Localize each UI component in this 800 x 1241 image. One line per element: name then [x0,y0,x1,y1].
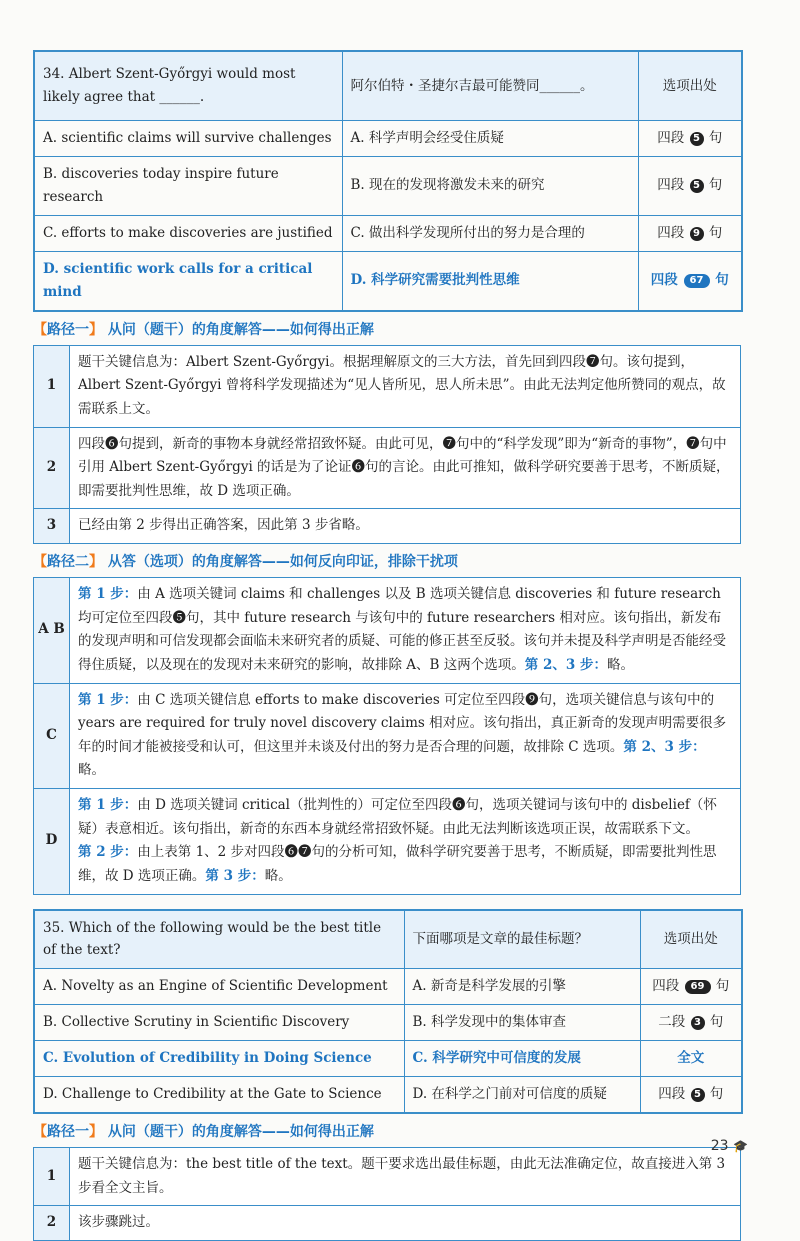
circled-number-icon: 9 [690,227,704,241]
step-row [34,1148,741,1206]
page-number: 23 🎓 [710,1138,748,1154]
step-text: 已经由第 2 步得出正确答案，因此第 3 步省略。 [70,509,741,544]
q35-option-d [34,1077,742,1113]
option-analysis-row [34,683,741,789]
q34-question-cn: 阿尔伯特・圣捷尔吉最可能赞同______。 [342,51,638,121]
step-text: 题干关键信息为：the best title of the text。题干要求选出最佳标题，由此无法准确定位，故直接进入第 3 步看全文主旨。 [70,1148,741,1206]
option-en: D. Challenge to Credibility at the Gate to Science [34,1077,404,1113]
step-number: 1 [34,345,70,427]
q34-option-a [34,121,742,157]
option-source: 四段 5 句 [640,1077,742,1113]
option-letters: C [34,683,70,789]
option-source: 四段 67 句 [638,251,742,310]
option-cn: A. 新奇是科学发展的引擎 [404,969,640,1005]
q34-option-c [34,215,742,251]
q34-option-d-correct [34,251,742,310]
step-row [34,509,741,544]
step-number: 2 [34,427,70,509]
q35-path1-heading: 【路径一】 从问（题干）的角度解答——如何得出正解 [33,1124,374,1141]
option-source: 二段 3 句 [640,1005,742,1041]
q34-option-b [34,156,742,215]
option-en: C. efforts to make discoveries are justified [34,215,342,251]
q35-path1-table [33,1147,741,1241]
option-letters: A B [34,578,70,684]
q34-path2-heading: 【路径二】 从答（选项）的角度解答——如何反向印证，排除干扰项 [33,554,458,570]
option-analysis-row [34,789,741,895]
option-cn: D. 科学研究需要批判性思维 [342,251,638,310]
step-text: 题干关键信息为：Albert Szent-Győrgyi。根据理解原文的三大方法，首先回到四段❼句。该句提到，Albert Szent-Győrgyi 曾将科学发现描述为“见人皆所见，思人所未思”。由此无法判定他所赞同的观点，故需联系上文。 [70,345,741,427]
q35-option-c-correct [34,1041,742,1077]
q34-source-header: 选项出处 [638,51,742,121]
circled-number-icon: 3 [691,1016,705,1030]
option-cn: C. 科学研究中可信度的发展 [404,1041,640,1077]
circled-number-icon: 5 [690,179,704,193]
option-en: B. discoveries today inspire future research [34,156,342,215]
option-cn: B. 科学发现中的集体审查 [404,1005,640,1041]
step-row [34,345,741,427]
option-analysis-row [34,578,741,684]
step-row [34,427,741,509]
step-number: 2 [34,1206,70,1241]
q34-path2-table [33,577,741,895]
graduation-cap-icon: 🎓 [733,1139,748,1153]
step-number: 1 [34,1148,70,1206]
q35-source-header: 选项出处 [640,910,742,969]
circled-number-icon: 5 [691,1088,705,1102]
option-en: A. scientific claims will survive challenges [34,121,342,157]
q35-table [33,909,743,1115]
option-en: D. scientific work calls for a critical mind [34,251,342,310]
q34-path1-table [33,345,741,544]
q35-question-en: 35. Which of the following would be the best title of the text? [34,910,404,969]
option-en: B. Collective Scrutiny in Scientific Discovery [34,1005,404,1041]
option-source: 四段 9 句 [638,215,742,251]
circled-number-icon: 67 [684,274,710,288]
page [33,50,741,1241]
option-cn: B. 现在的发现将激发未来的研究 [342,156,638,215]
option-cn: A. 科学声明会经受住质疑 [342,121,638,157]
step-number: 3 [34,509,70,544]
analysis-text: 第 1 步：由 C 选项关键信息 efforts to make discoveries 可定位至四段❾句，选项关键信息与该句中的 years are required for truly novel discovery claims 相对应。该句指出，真正新奇的发现声明需要很多年的时间才能被接受和认可，但这里并未谈及付出的努力是否合理的问题，故排除 C 选项。第 2、3 步：略。 [70,683,741,789]
option-source: 四段 5 句 [638,121,742,157]
option-cn: D. 在科学之门前对可信度的质疑 [404,1077,640,1113]
q34-header-row [34,51,742,121]
q35-header-row [34,910,742,969]
q34-table [33,50,743,312]
step-row [34,1206,741,1241]
q34-question-en: 34. Albert Szent-Győrgyi would most likely agree that ______. [34,51,342,121]
circled-number-icon: 5 [690,132,704,146]
q35-option-b [34,1005,742,1041]
step-text: 该步骤跳过。 [70,1206,741,1241]
q34-path1-heading: 【路径一】 从问（题干）的角度解答——如何得出正解 [33,321,374,338]
analysis-text: 第 1 步：由 D 选项关键词 critical（批判性的）可定位至四段❻句，选项关键词与该句中的 disbelief（怀疑）表意相近。该句指出，新奇的东西本身就经常招致怀疑。由此无法判断该选项正误，故需联系下文。 第 2 步：由上表第 1、2 步对四段❻❼句的分析可知，做科学研究要善于思考，不断质疑，即需要批判性思维，故 D 选项正确。第 3 步：略。 [70,789,741,895]
step-text: 四段❻句提到，新奇的事物本身就经常招致怀疑。由此可见，❼句中的“科学发现”即为“新奇的事物”，❼句中引用 Albert Szent-Győrgyi 的话是为了论证❻句的言论。由此可推知，做科学研究要善于思考，不断质疑，即需要批判性思维，故 D 选项正确。 [70,427,741,509]
q35-option-a [34,969,742,1005]
circled-number-icon: 69 [685,980,711,994]
analysis-text: 第 1 步：由 A 选项关键词 claims 和 challenges 以及 B 选项关键信息 discoveries 和 future research 均可定位至四段❺句，其中 future research 与该句中的 future researchers 相对应。该句指出，新发布的发现声明和可信发现都会面临未来研究者的质疑、可能的修正甚至反驳。该句并未提及科学声明是否能经受得住质疑，以及现在的发现对未来研究的影响，故排除 A、B 这两个选项。第 2、3 步：略。 [70,578,741,684]
option-en: C. Evolution of Credibility in Doing Science [34,1041,404,1077]
option-letters: D [34,789,70,895]
option-source: 四段 5 句 [638,156,742,215]
option-source: 四段 69 句 [640,969,742,1005]
option-source: 全文 [640,1041,742,1077]
option-en: A. Novelty as an Engine of Scientific Development [34,969,404,1005]
q35-question-cn: 下面哪项是文章的最佳标题？ [404,910,640,969]
option-cn: C. 做出科学发现所付出的努力是合理的 [342,215,638,251]
